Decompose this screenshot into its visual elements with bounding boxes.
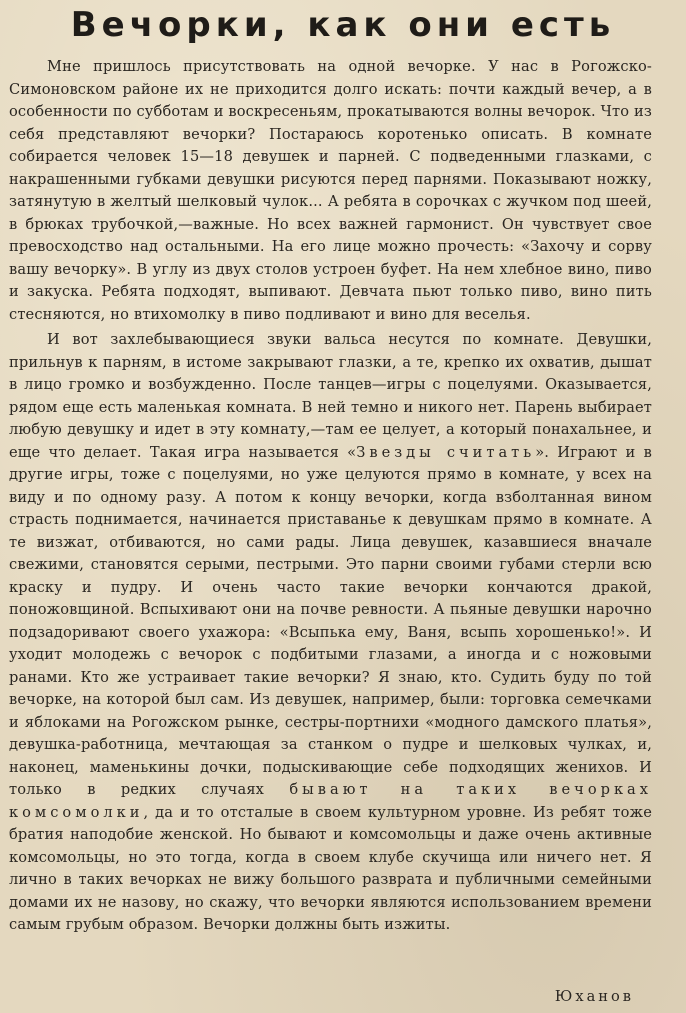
article-body [9, 56, 652, 937]
article-title: Вечорки, как они есть [70, 5, 616, 45]
emphasized-game-name: Звезды считать [356, 443, 536, 461]
paragraph-text: ». Играют и в другие игры, тоже с поцелуями, но уже целуются прямо в комнате, у всех на виду и по одному разу. А потом к концу вечорки, когда взболтанная вином страсть поднимается, начинается приставанье к девушкам прямо в комнате. А те визжат, отбиваются, но сами рады. Лица девушек, казавшиеся вначале свежими, становятся серыми, пестрыми. Это парни своими губами стерли всю краску и пудру. И очень часто такие вечорки кончаются дракой, поножовщиной. Вспыхивают они на почве ревности. А пьяные девушки нарочно подзадоривают своего ухажора: «Всыпька ему, Ваня, всыпь хорошенько!». И уходит молодежь с вечорок с подбитыми глазами, а иногда и с ножовыми ранами. Кто же устраивает такие вечорки? Я знаю, кто. Судить буду по той вечорке, на которой был сам. Из девушек, например, были: торговка семечками и яблоками на Рогожском рынке, сестры-портнихи «модного дамского платья», девушка-работница, мечтающая за станком о пудре и шелковых чулках, и, наконец, маменькины дочки, подыскивающие себе подходящих женихов. И только в редких случаях [9, 443, 652, 798]
paragraph-1 [9, 56, 652, 326]
emphasized-phrase: бывают на таких вечорках комсомолки [9, 781, 652, 821]
paragraph-text: , да и то отсталые в своем культурном уровне. Из ребят тоже братия наподобие женской. Но бывают и комсомольцы и даже очень активные комсомольцы, но это тогда, когда в своем клубе скучища или ничего нет. Я лично в таких вечорках не вижу большого разврата и публичными семейными домами их не назову, но скажу, что вечорки являются использованием времени самым грубым образом. Вечорки должны быть изжиты. [9, 803, 652, 933]
author-signature: Юханов [554, 988, 634, 1005]
paragraph-text: Мне пришлось присутствовать на одной вечорке. У нас в Рогожско-Симоновском районе их не приходится долго искать: почти каждый вечер, а в особенности по субботам и воскресеньям, прокатываются волны вечорок. Что из себя представляют вечорки? Постараюсь коротенько описать. В комнате собирается человек 15—18 девушек и парней. С подведенными глазками, с накрашенными губками девушки рисуются перед парнями. Показывают ножку, затянутую в желтый шелковый чулок... А ребята в сорочках с жучком под шеей, в брюках трубочкой,—важные. Но всех важней гармонист. Он чувствует свое превосходство над остальными. На его лице можно прочесть: «Захочу и сорву вашу вечорку». В углу из двух столов устроен буфет. На нем хлебное вино, пиво и закуска. Ребята подходят, выпивают. Девчата пьют только пиво, вино пить стесняются, но втихомолку в пиво подливают и вино для веселья. [9, 58, 652, 323]
paragraph-2 [9, 329, 652, 937]
paragraph-text: И вот захлебывающиеся звуки вальса несутся по комнате. Девушки, прильнув к парням, в истоме закрывают глазки, а те, крепко их охватив, дышат в лицо громко и возбужденно. После танцев—игры с поцелуями. Оказывается, рядом еще есть маленькая комната. В ней темно и никого нет. Парень выбирает любую девушку и идет в эту комнату,—там ее целует, а который понахальнее, и еще что делает. Такая игра называется « [9, 331, 652, 461]
